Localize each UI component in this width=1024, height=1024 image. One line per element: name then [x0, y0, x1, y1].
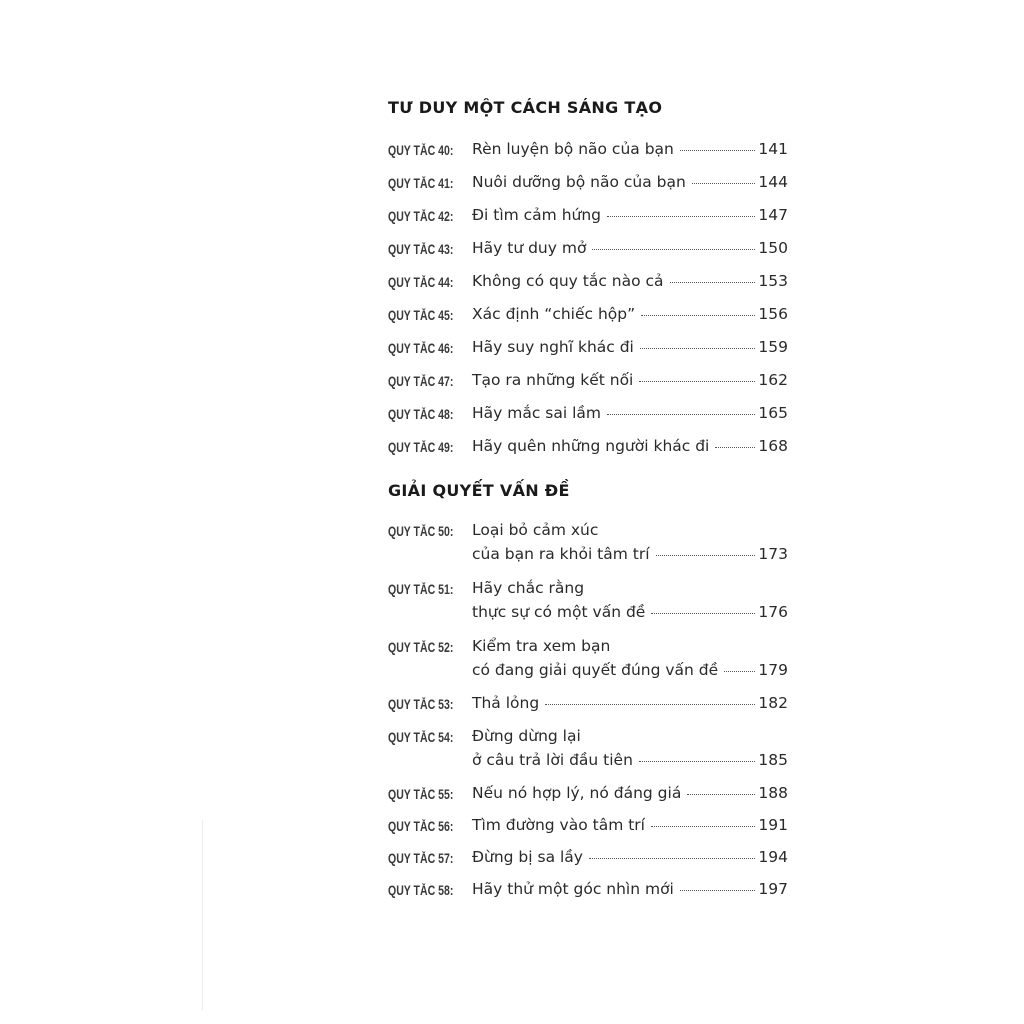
dot-leader: [680, 150, 756, 151]
rule-label: QUY TẮC 43:: [388, 242, 454, 257]
page-number: 191: [758, 816, 788, 834]
dot-leader: [670, 282, 756, 283]
rule-label: QUY TẮC 56:: [388, 819, 454, 834]
toc-entry[interactable]: [388, 784, 788, 808]
entry-title: Nếu nó hợp lý, nó đáng giá: [472, 784, 682, 802]
toc-entry[interactable]: [388, 579, 788, 629]
page-number: 176: [758, 603, 788, 621]
rule-label: QUY TẮC 51:: [388, 582, 454, 597]
rule-label: QUY TẮC 44:: [388, 275, 454, 290]
entry-title: Hãy mắc sai lầm: [472, 404, 602, 422]
section-title-problem-solving: GIẢI QUYẾT VẤN ĐỀ: [388, 481, 570, 500]
dot-leader: [651, 826, 755, 827]
dot-leader: [680, 890, 756, 891]
entry-title: Hãy suy nghĩ khác đi: [472, 338, 634, 356]
toc-entry[interactable]: [388, 305, 788, 329]
toc-entry[interactable]: [388, 338, 788, 362]
page-number: 153: [758, 272, 788, 290]
entry-title: Hãy thử một góc nhìn mới: [472, 880, 674, 898]
rule-label: QUY TẮC 52:: [388, 640, 454, 655]
rule-label: QUY TẮC 46:: [388, 341, 454, 356]
dot-leader: [651, 613, 755, 614]
rule-label: QUY TẮC 47:: [388, 374, 454, 389]
entry-title: Nuôi dưỡng bộ não của bạn: [472, 173, 686, 191]
dot-leader: [639, 381, 755, 382]
dot-leader: [607, 216, 755, 217]
entry-title: Đi tìm cảm hứng: [472, 206, 602, 224]
entry-title-line1: Đừng dừng lại: [472, 727, 581, 745]
toc-entry[interactable]: [388, 521, 788, 571]
dot-leader: [724, 671, 755, 672]
page-number: 182: [758, 694, 788, 712]
page-number: 185: [758, 751, 788, 769]
entry-title: thực sự có một vấn đề: [472, 603, 646, 621]
rule-label: QUY TẮC 41:: [388, 176, 454, 191]
page-number: 156: [758, 305, 788, 323]
entry-title: Đừng bị sa lầy: [472, 848, 583, 866]
page-number: 168: [758, 437, 788, 455]
dot-leader: [687, 794, 755, 795]
page-scan-mark: [202, 820, 203, 1010]
entry-title-line1: Hãy chắc rằng: [472, 579, 585, 597]
rule-label: QUY TẮC 53:: [388, 697, 454, 712]
dot-leader: [640, 348, 756, 349]
section-title-creative-thinking: TƯ DUY MỘT CÁCH SÁNG TẠO: [388, 98, 663, 117]
entry-title: Tìm đường vào tâm trí: [472, 816, 645, 834]
dot-leader: [656, 555, 756, 556]
toc-entry[interactable]: [388, 206, 788, 230]
page-number: 141: [758, 140, 788, 158]
toc-entry[interactable]: [388, 880, 788, 904]
entry-title-line1: Kiểm tra xem bạn: [472, 637, 611, 655]
entry-title: Thả lỏng: [472, 694, 540, 712]
rule-label: QUY TẮC 50:: [388, 524, 454, 539]
rule-label: QUY TẮC 40:: [388, 143, 454, 158]
toc-entry[interactable]: [388, 694, 788, 718]
rule-label: QUY TẮC 42:: [388, 209, 454, 224]
rule-label: QUY TẮC 58:: [388, 883, 454, 898]
dot-leader: [607, 414, 755, 415]
entry-title: Không có quy tắc nào cả: [472, 272, 664, 290]
entry-title: Hãy quên những người khác đi: [472, 437, 710, 455]
page-number: 179: [758, 661, 788, 679]
rule-label: QUY TẮC 48:: [388, 407, 454, 422]
toc-entry[interactable]: [388, 637, 788, 687]
toc-entry[interactable]: [388, 437, 788, 461]
entry-title: ở câu trả lời đầu tiên: [472, 751, 633, 769]
dot-leader: [589, 858, 755, 859]
page-number: 144: [758, 173, 788, 191]
entry-title: Hãy tư duy mở: [472, 239, 587, 257]
page-number: 150: [758, 239, 788, 257]
dot-leader: [641, 315, 755, 316]
rule-label: QUY TẮC 49:: [388, 440, 454, 455]
toc-entry[interactable]: [388, 727, 788, 777]
page-number: 194: [758, 848, 788, 866]
toc-entry[interactable]: [388, 173, 788, 197]
entry-title-line1: Loại bỏ cảm xúc: [472, 521, 599, 539]
toc-entry[interactable]: [388, 272, 788, 296]
rule-label: QUY TẮC 55:: [388, 787, 454, 802]
page-number: 188: [758, 784, 788, 802]
dot-leader: [715, 447, 755, 448]
entry-title: có đang giải quyết đúng vấn đề: [472, 661, 719, 679]
entry-title: của bạn ra khỏi tâm trí: [472, 545, 650, 563]
page-number: 159: [758, 338, 788, 356]
page-number: 147: [758, 206, 788, 224]
toc-entry[interactable]: [388, 239, 788, 263]
toc-entry[interactable]: [388, 140, 788, 164]
toc-entry[interactable]: [388, 404, 788, 428]
page-number: 173: [758, 545, 788, 563]
dot-leader: [545, 704, 755, 705]
page-number: 162: [758, 371, 788, 389]
dot-leader: [639, 761, 755, 762]
entry-title: Tạo ra những kết nối: [472, 371, 634, 389]
entry-title: Rèn luyện bộ não của bạn: [472, 140, 674, 158]
toc-entry[interactable]: [388, 371, 788, 395]
rule-label: QUY TẮC 57:: [388, 851, 454, 866]
dot-leader: [592, 249, 755, 250]
toc-entry[interactable]: [388, 816, 788, 840]
page-number: 165: [758, 404, 788, 422]
page-number: 197: [758, 880, 788, 898]
rule-label: QUY TẮC 54:: [388, 730, 454, 745]
toc-entry[interactable]: [388, 848, 788, 872]
entry-title: Xác định “chiếc hộp”: [472, 305, 636, 323]
dot-leader: [692, 183, 756, 184]
rule-label: QUY TẮC 45:: [388, 308, 454, 323]
